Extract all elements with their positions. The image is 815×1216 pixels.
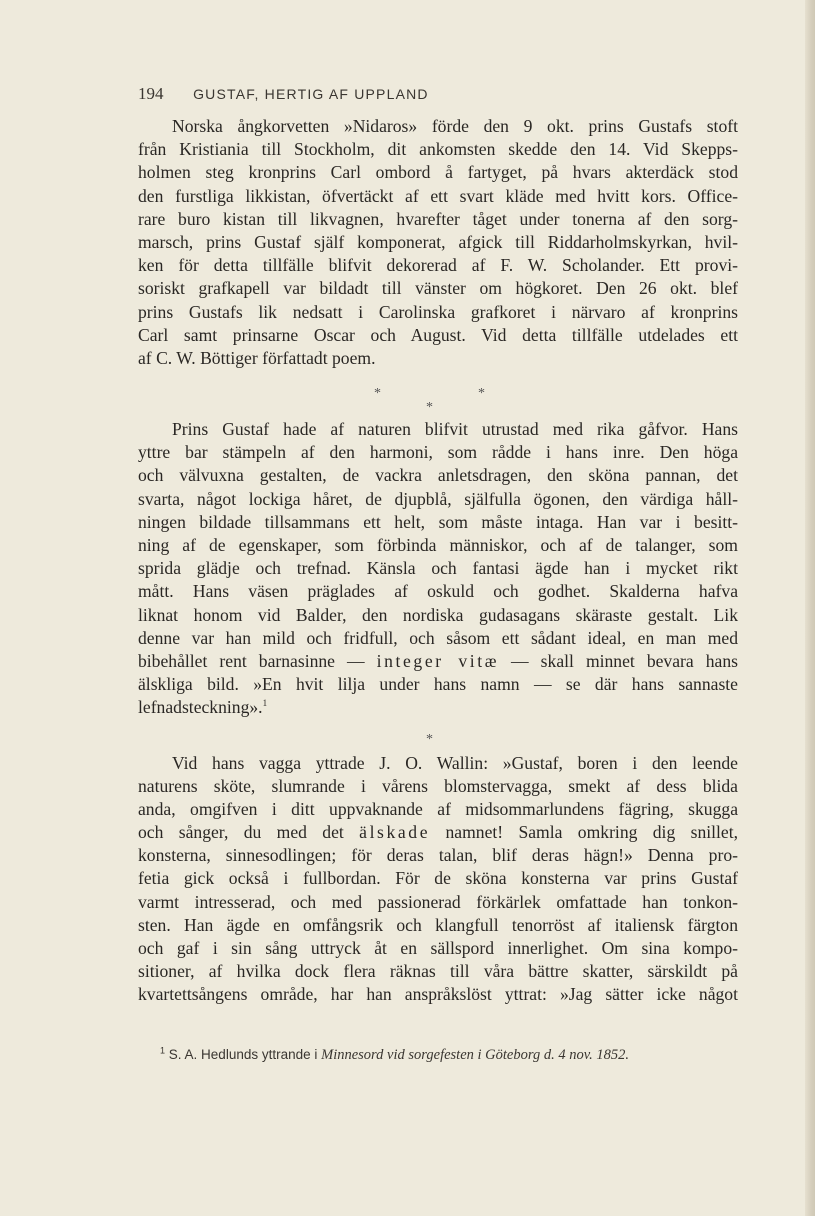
text-line: anda, omgifven i ditt uppvaknande af midsommarlundens fägring, skugga	[138, 798, 738, 819]
text-line: yttre bar stämpeln af den harmoni, som rådde i hans inre. Den höga	[138, 442, 738, 463]
text-line: Vid hans vagga yttrade J. O. Wallin: »Gustaf, boren i den leende	[172, 752, 738, 773]
text-line: konsterna, sinnesodlingen; för deras talan, blif deras hägn!» Denna pro-	[138, 845, 738, 866]
text-line: varmt intresserad, och med passionerad förkärlek omfattade han tonkon-	[138, 891, 738, 912]
spaced-word: älskade	[359, 822, 431, 843]
text-line	[138, 696, 738, 719]
paragraph-3	[138, 752, 738, 1007]
paragraph-1	[138, 115, 738, 370]
text-line: älskliga bild. »En hvit lilja under hans namn — se där hans sannaste	[138, 674, 738, 695]
text-line: kvartettsångens område, har han anspråkslöst yttrat: »Jag sätter icke något	[138, 984, 738, 1005]
footnote-mark: 1	[160, 1045, 166, 1056]
text-line: mått. Hans väsen präglades af oskuld och godhet. Skalderna hafva	[138, 581, 738, 602]
text-line: fetia gick också i fullbordan. För de sköna konsterna var prins Gustaf	[138, 868, 738, 889]
text-line: marsch, prins Gustaf själf komponerat, afgick till Riddarholmskyrkan, hvil-	[138, 231, 738, 252]
text-line: prins Gustafs lik nedsatt i Carolinska grafkoret i närvaro af kronprins	[138, 301, 738, 322]
text-line: liknat honom vid Balder, den nordiska gudasagans skäraste gestalt. Lik	[138, 604, 738, 625]
text-line: naturens sköte, slumrande i vårens blomstervagga, smekt af dess blida	[138, 775, 738, 796]
text-line: sitioner, af hvilka dock flera räknas till våra bättre skatter, särskildt på	[138, 961, 738, 982]
footnote-text: S. A. Hedlunds yttrande i	[168, 1047, 322, 1062]
text-line: sprida glädje och trefnad. Känsla och fantasi ägde han i mycket rikt	[138, 558, 738, 579]
text-line: denne var han mild och fridfull, och såsom ett sådant ideal, en man med	[138, 627, 738, 648]
section-separator	[138, 370, 738, 418]
body-text	[138, 115, 738, 1007]
text-segment: namnet! Samla omkring dig snillet,	[430, 822, 738, 843]
text-line: och välvuxna gestalten, de vackra anletsdragen, den sköna pannan, det	[138, 465, 738, 486]
asterisk: *	[426, 400, 433, 416]
text-line: Norska ångkorvetten »Nidaros» förde den 9 okt. prins Gustafs stoft	[172, 116, 738, 136]
text-line: från Kristiania till Stockholm, dit ankomsten skedde den 14. Vid Skepps-	[138, 139, 738, 160]
text-segment: — skall minnet bevara hans	[499, 650, 738, 671]
text-line: och gaf i sin sång uttryck åt en sällspord innerlighet. Om sina kompo-	[138, 938, 738, 958]
text-segment: lefnadsteckning».	[138, 697, 263, 718]
paragraph-2	[138, 418, 738, 719]
text-segment: bibehållet rent barnasinne —	[138, 650, 377, 671]
text-line	[138, 650, 738, 673]
text-line: soriskt grafkapell var bildadt till vänster om högkoret. Den 26 okt. blef	[138, 278, 738, 299]
text-line: ningen bildade tillsammans ett helt, som måste intaga. Han var i besitt-	[138, 511, 738, 532]
text-segment: och sånger, du med det	[138, 822, 360, 843]
text-line: ken för detta tillfälle blifvit dekorerad af F. W. Scholander. Ett provi-	[138, 255, 738, 276]
spaced-latin-phrase: integer vitæ	[376, 650, 500, 671]
text-line	[138, 821, 738, 844]
section-separator	[138, 720, 738, 752]
text-line: af C. W. Böttiger författadt poem.	[138, 347, 376, 368]
text-line: rare buro kistan till likvagnen, hvarefter tåget under tonerna af den sorg-	[138, 208, 738, 229]
text-line: Prins Gustaf hade af naturen blifvit utrustad med rika gåfvor. Hans	[172, 419, 738, 440]
page-number: 194	[138, 84, 164, 103]
asterisk: *	[426, 731, 433, 747]
running-title: GUSTAF, HERTIG AF UPPLAND	[193, 86, 429, 102]
text-line: svarta, något lockiga håret, de djupblå, själfulla ögonen, den värdiga håll-	[138, 488, 738, 509]
asterisk: *	[374, 386, 381, 402]
footnote-citation: Minnesord vid sorgefesten i Göteborg d. 4 nov. 1852.	[321, 1047, 629, 1063]
asterisk: *	[478, 386, 485, 402]
text-line: den furstliga likkistan, öfvertäckt af ett svart kläde med hvitt kors. Office-	[138, 185, 738, 206]
footnote-reference[interactable]: 1	[262, 698, 268, 709]
text-line: holmen steg kronprins Carl ombord å fartyget, på hvars akterdäck stod	[138, 162, 738, 183]
page-edge-shadow	[805, 0, 815, 1216]
text-line: Carl samt prinsarne Oscar och August. Vid detta tillfälle utdelades ett	[138, 324, 738, 345]
text-line: sten. Han ägde en omfångsrik och klangfull tenorröst af italiensk färgton	[138, 914, 738, 935]
text-line: ning af de egenskaper, som förbinda människor, och af de talanger, som	[138, 535, 738, 555]
footnote	[160, 1046, 738, 1064]
running-head	[138, 84, 738, 104]
